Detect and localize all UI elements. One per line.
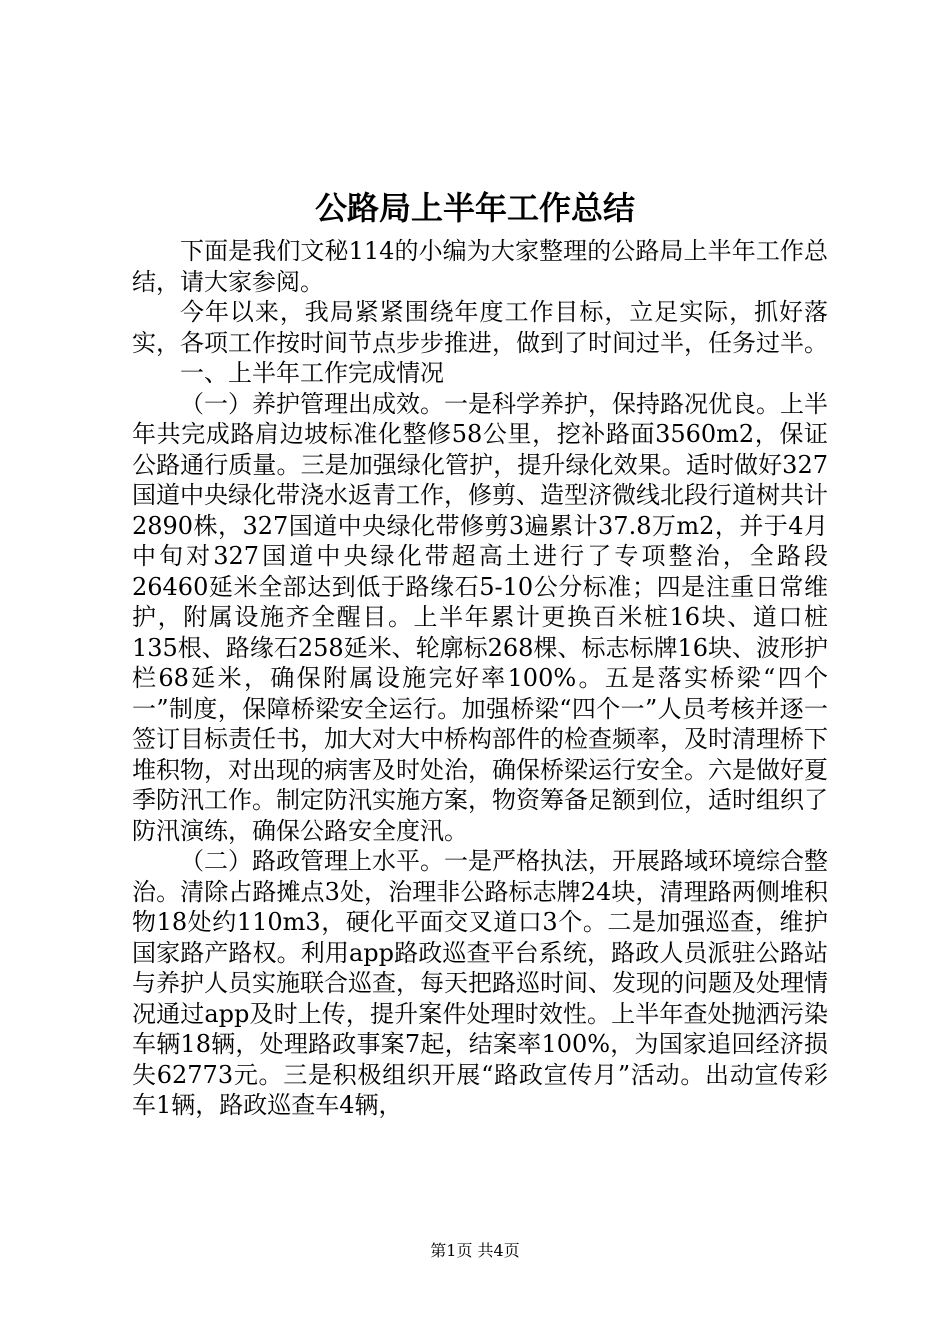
page-footer: 第1页 共4页 <box>430 1241 520 1260</box>
road-administration-paragraph: （二）路政管理上水平。一是严格执法，开展路域环境综合整治。清除占路摊点3处，治理非公路标志牌24块，清理路两侧堆积物18处约110m3，硬化平面交叉道口3个。二是加强巡查，维护国家路产路权。利用app路政巡查平台系统，路政人员派驻公路站与养护人员实施联合巡查，每天把路巡时间、发现的问题及处理情况通过app及时上传，提升案件处理时效性。上半年查处抛洒污染车辆18辆，处理路政事案7起，结案率100%，为国家追回经济损失62773元。三是积极组织开展“路政宣传月”活动。出动宣传彩车1辆，路政巡查车4辆， <box>132 847 828 1119</box>
overview-paragraph: 今年以来，我局紧紧围绕年度工作目标，立足实际，抓好落实，各项工作按时间节点步步推进，做到了时间过半，任务过半。 <box>132 298 828 357</box>
document-title: 公路局上半年工作总结 <box>314 189 635 227</box>
maintenance-paragraph: （一）养护管理出成效。一是科学养护，保持路况优良。上半年共完成路肩边坡标准化整修58公里，挖补路面3560m2，保证公路通行质量。三是加强绿化管护，提升绿化效果。适时做好327国道中央绿化带浇水返青工作，修剪、造型济微线北段行道树共计2890株，327国道中央绿化带修剪3遍累计37.8万m2，并于4月中旬对327国道中央绿化带超高土进行了专项整治，全路段26460延米全部达到低于路缘石5-10公分标准；四是注重日常维护，附属设施齐全醒目。上半年累计更换百米桩16块、道口桩135根、路缘石258延米、轮廓标268棵、标志标牌16块、波形护栏68延米，确保附属设施完好率100%。五是落实桥梁“四个一”制度，保障桥梁安全运行。加强桥梁“四个一”人员考核并逐一签订目标责任书，加大对大中桥构部件的检查频率，及时清理桥下堆积物，对出现的病害及时处治，确保桥梁运行安全。六是做好夏季防汛工作。制定防汛实施方案，物资筹备足额到位，适时组织了防汛演练，确保公路安全度汛。 <box>132 389 828 845</box>
intro-paragraph: 下面是我们文秘114的小编为大家整理的公路局上半年工作总结，请大家参阅。 <box>132 237 828 296</box>
document-body <box>132 236 828 1121</box>
section-heading: 一、上半年工作完成情况 <box>180 359 444 387</box>
